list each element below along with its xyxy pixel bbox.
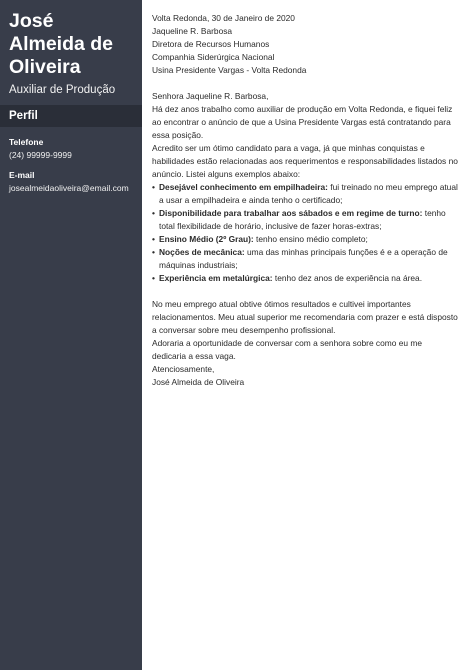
letter-body — [142, 0, 474, 670]
list-item-heading: Desejável conhecimento em empilhadeira: — [159, 182, 328, 192]
qualifications-list — [152, 181, 458, 285]
list-item-heading: Disponibilidade para trabalhar aos sábados e em regime de turno: — [159, 208, 423, 218]
signature: José Almeida de Oliveira — [152, 377, 245, 387]
list-item — [152, 207, 458, 233]
list-item-text: tenho ensino médio completo; — [253, 234, 368, 244]
email-value: josealmeidaoliveira@email.com — [9, 183, 129, 193]
recipient-title: Diretora de Recursos Humanos — [152, 39, 270, 49]
applicant-name — [0, 0, 142, 79]
recipient-block — [152, 25, 458, 77]
greeting: Senhora Jaqueline R. Barbosa, — [152, 91, 269, 101]
phone-label: Telefone — [9, 137, 44, 147]
recipient-name: Jaqueline R. Barbosa — [152, 26, 233, 36]
sidebar — [0, 0, 142, 670]
list-item-text: fui treinado no meu emprego atual a usar a empilhadeira e ainda tenho o certificado; — [159, 182, 458, 205]
list-item-text: uma das minhas principais funções é e a operação de máquinas industriais; — [159, 247, 448, 270]
name-line-1: José — [9, 10, 54, 32]
closing-salutation: Atenciosamente, — [152, 364, 215, 374]
paragraph-intro: Há dez anos trabalho como auxiliar de produção em Volta Redonda, e fiquei feliz ao encontrar o anúncio de que a Usina Presidente Vargas está contratando para essa posição. — [152, 104, 453, 140]
letter-date: Volta Redonda, 30 de Janeiro de 2020 — [152, 13, 295, 23]
paragraph-closing: Adoraria a oportunidade de conversar com a senhora sobre como eu me dedicaria a essa vaga. — [152, 338, 423, 361]
name-line-2: Almeida de — [9, 33, 114, 55]
bullet-marker: • — [152, 208, 155, 218]
name-line-3: Oliveira — [9, 56, 81, 78]
profile-section-title: Perfil — [0, 105, 142, 127]
phone-value: (24) 99999-9999 — [9, 150, 72, 160]
paragraph-experience: No meu emprego atual obtive ótimos resultados e cultivei importantes relacionamentos. Meu atual superior me recomendaria com prazer e está disposto a conversar sobre meu desempenho profissional. — [152, 299, 458, 335]
bullet-marker: • — [152, 273, 155, 283]
list-item-heading: Ensino Médio (2º Grau): — [159, 234, 254, 244]
paragraph-qualifications: Acredito ser um ótimo candidato para a vaga, já que minhas conquistas e habilidades estão relacionadas aos requerimentos e responsabilidades listados no anúncio. Listei alguns exemplos abaixo: — [152, 143, 458, 179]
bullet-marker: • — [152, 247, 155, 257]
recipient-company: Companhia Siderúrgica Nacional — [152, 52, 275, 62]
list-item-text: tenho dez anos de experiência na área. — [272, 273, 423, 283]
email-label: E-mail — [9, 170, 35, 180]
recipient-location: Usina Presidente Vargas - Volta Redonda — [152, 65, 307, 75]
list-item-heading: Experiência em metalúrgica: — [159, 273, 273, 283]
job-title: Auxiliar de Produção — [9, 84, 116, 96]
bullet-marker: • — [152, 234, 155, 244]
list-item-heading: Noções de mecânica: — [159, 247, 245, 257]
list-item — [152, 246, 458, 272]
list-item — [152, 181, 458, 207]
list-item — [152, 233, 458, 246]
bullet-marker: • — [152, 182, 155, 192]
list-item-text: tenho total flexibilidade de horário, inclusive de fazer horas-extras; — [159, 208, 446, 231]
list-item — [152, 272, 458, 285]
